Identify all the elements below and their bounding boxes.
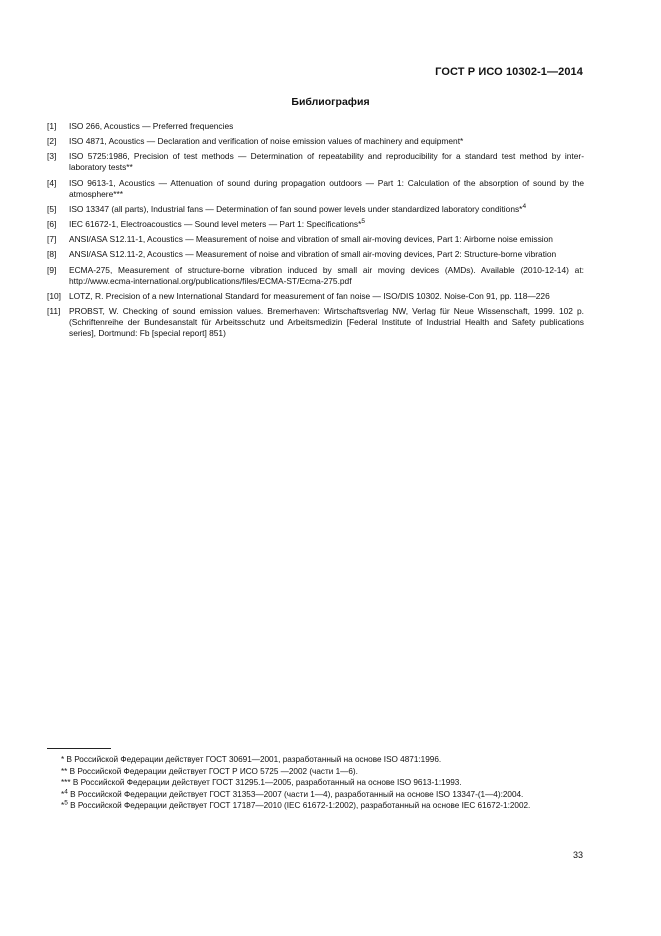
footnote-mark: *	[61, 755, 65, 764]
reference-item	[47, 219, 584, 230]
footnote-text: В Российской Федерации действует ГОСТ Р ИСО 5725 —2002 (части 1—6).	[67, 766, 358, 776]
footnote-text: В Российской Федерации действует ГОСТ 17187—2010 (IEC 61672-1:2002), разработанный на основе IEC 61672-1:2002.	[67, 801, 531, 811]
footnote	[47, 789, 584, 801]
reference-number: [2]	[47, 136, 57, 147]
bibliography-heading: Библиография	[291, 96, 370, 108]
reference-text: LOTZ, R. Precision of a new International Standard for measurement of fan noise — ISO/DIS 10302. Noise-Con 91, pp. 118—226	[69, 290, 550, 301]
reference-text: PROBST, W. Checking of sound emission values. Bremerhaven: Wirtschaftsverlag NW, Verlag für Neue Wissenschaft, 1999. 102 p. (Schriftenreihe der Bundesanstalt für Arbeitsschutz und Arbeitsmedizin [Federal Institute of Industrial Health and Safety publications series], Dortmund: Fb [special report] 851)	[69, 305, 584, 338]
footnote	[47, 777, 584, 789]
reference-text: ANSI/ASA S12.11-1, Acoustics — Measurement of noise and vibration of small air-moving devices, Part 1: Airborne noise emission	[69, 234, 553, 245]
reference-item	[47, 136, 584, 147]
reference-item	[47, 151, 584, 173]
reference-number: [3]	[47, 151, 57, 162]
reference-item	[47, 265, 584, 287]
footnote-text: В Российской Федерации действует ГОСТ 31295.1—2005, разработанный на основе ISO 9613-1:1993.	[70, 778, 462, 788]
reference-superscript: 5	[361, 218, 365, 226]
reference-item	[47, 291, 584, 302]
reference-item	[47, 204, 584, 215]
reference-text: ISO 4871, Acoustics — Declaration and verification of noise emission values of machinery and equipment*	[69, 136, 464, 147]
reference-text-wrap	[69, 219, 584, 230]
footnote-text: В Российской Федерации действует ГОСТ 31353—2007 (части 1—4), разработанный на основе ISO 13347-(1—4):2004.	[67, 789, 524, 799]
reference-number: [6]	[47, 218, 57, 229]
footnote-mark: ***	[61, 778, 71, 788]
footnote	[47, 766, 584, 778]
footnote	[47, 754, 584, 766]
reference-text: ANSI/ASA S12.11-2, Acoustics — Measurement of noise and vibration of small air-moving devices, Part 2: Structure-borne vibration	[69, 249, 557, 260]
footnote	[47, 800, 584, 812]
reference-item	[47, 234, 584, 245]
reference-text: ISO 9613-1, Acoustics — Attenuation of sound during propagation outdoors — Part 1: Calculation of the absorption of sound by the atmosphere***	[69, 177, 584, 199]
reference-superscript: 4	[522, 202, 527, 210]
reference-number: [5]	[47, 203, 57, 214]
reference-number: [8]	[47, 249, 57, 260]
footnote-mark: *	[61, 801, 65, 811]
footnote-superscript: 4	[64, 788, 68, 796]
reference-text: ISO 13347 (all parts), Industrial fans — Determination of fan sound power levels under standardized laboratory conditions*	[69, 203, 523, 214]
reference-item	[47, 249, 584, 260]
reference-text: ECMA-275, Measurement of structure-borne vibration induced by small air moving devices (AMDs). Available (2010-12-14) at: http://www.ecma-international.org/publications/files/ECMA-ST/Ecma-275.pdf	[69, 264, 584, 286]
reference-number: [9]	[47, 264, 57, 275]
reference-item	[47, 121, 584, 132]
bibliography-list	[47, 121, 584, 343]
reference-number: [1]	[47, 121, 57, 131]
reference-text: ISO 5725:1986, Precision of test methods — Determination of repeatability and reproducibility for a standard test method by inter-laboratory tests**	[69, 151, 584, 173]
reference-number: [4]	[47, 177, 57, 188]
footnote-superscript: 5	[64, 799, 68, 807]
reference-number: [11]	[47, 305, 61, 316]
document-code: ГОСТ Р ИСО 10302-1—2014	[435, 66, 583, 78]
footnote-text: В Российской Федерации действует ГОСТ 30691—2001, разработанный на основе ISO 4871:1996.	[64, 755, 442, 764]
reference-number: [10]	[47, 290, 61, 301]
footnote-mark: **	[61, 766, 68, 776]
reference-number: [7]	[47, 234, 57, 245]
reference-item	[47, 306, 584, 339]
reference-text: IEC 61672-1, Electroacoustics — Sound level meters — Part 1: Specifications*	[69, 218, 362, 229]
reference-text: ISO 266, Acoustics — Preferred frequencies	[69, 121, 234, 131]
reference-item	[47, 178, 584, 200]
footnote-mark: *	[61, 789, 65, 799]
footnotes	[47, 754, 584, 812]
footnote-divider	[47, 748, 111, 749]
reference-text-wrap	[69, 204, 584, 215]
page-number: 33	[572, 850, 583, 860]
